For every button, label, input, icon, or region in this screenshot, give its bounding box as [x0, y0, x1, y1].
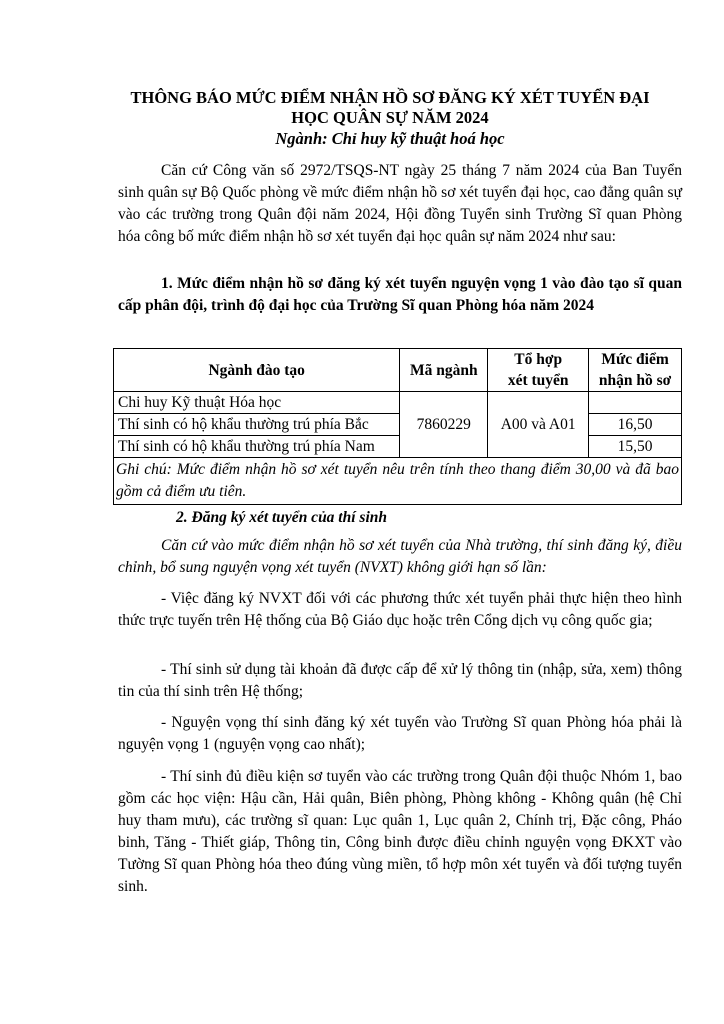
header-score — [589, 349, 682, 392]
section2-basis: Căn cứ vào mức điểm nhận hồ sơ xét tuyển của Nhà trường, thí sinh đăng ký, điều chỉnh, bổ sung nguyện vọng xét tuyển (NVXT) không giới hạn số lần: — [118, 537, 682, 576]
bullet-item: - Thí sinh sử dụng tài khoản đã được cấp để xử lý thông tin (nhập, sửa, xem) thông tin của thí sinh trên Hệ thống; — [118, 661, 682, 700]
table-note: Ghi chú: Mức điểm nhận hồ sơ xét tuyển nêu trên tính theo thang điểm 30,00 và đã bao gồm cả điểm ưu tiên. — [114, 458, 682, 505]
score-table — [113, 348, 682, 505]
score-cell: 16,50 — [589, 414, 682, 436]
header-code: Mã ngành — [400, 349, 488, 392]
header-major: Ngành đào tạo — [114, 349, 400, 392]
document-subtitle: Ngành: Chỉ huy kỹ thuật hoá học — [275, 129, 505, 148]
major-name-cell: Chi huy Kỹ thuật Hóa học — [114, 392, 400, 414]
intro-paragraph: Căn cứ Công văn số 2972/TSQS-NT ngày 25 tháng 7 năm 2024 của Ban Tuyển sinh quân sự Bộ Quốc phòng về mức điểm nhận hồ sơ xét tuyển đại học, cao đẳng quân sự vào các trường trong Quân đội năm 2024, Hội đồng Tuyển sinh Trường Sĩ quan Phòng hóa công bố mức điểm nhận hồ sơ xét tuyển đại học quân sự năm 2024 như sau: — [118, 162, 682, 245]
bullet-item: - Việc đăng ký NVXT đối với các phương thức xét tuyển phải thực hiện theo hình thức trực tuyến trên Hệ thống của Bộ Giáo dục hoặc trên Cổng dịch vụ công quốc gia; — [118, 590, 682, 629]
header-score-line2: nhận hồ sơ — [598, 372, 672, 389]
empty-score-cell — [589, 392, 682, 414]
table-note-row — [114, 458, 682, 505]
combination-cell: A00 và A01 — [488, 392, 589, 458]
bullet-item: - Nguyện vọng thí sinh đăng ký xét tuyển vào Trường Sĩ quan Phòng hóa phải là nguyện vọng 1 (nguyện vọng cao nhất); — [118, 714, 682, 753]
header-score-line1: Mức điểm — [601, 351, 669, 368]
table-header-row — [114, 349, 682, 392]
row-label: Thí sinh có hộ khẩu thường trú phía Nam — [114, 436, 400, 458]
row-label: Thí sinh có hộ khẩu thường trú phía Bắc — [114, 414, 400, 436]
header-combination-line1: Tổ hợp — [514, 351, 563, 368]
document-title-line2: HỌC QUÂN SỰ NĂM 2024 — [291, 108, 489, 127]
section1-heading: 1. Mức điểm nhận hồ sơ đăng ký xét tuyển nguyện vọng 1 vào đào tạo sĩ quan cấp phân đội, trình độ đại học của Trường Sĩ quan Phòng hóa năm 2024 — [118, 275, 682, 314]
header-combination-line2: xét tuyển — [507, 372, 569, 389]
table-row — [114, 436, 682, 458]
section2-heading: 2. Đăng ký xét tuyển của thí sinh — [176, 509, 387, 526]
bullet-item: - Thí sinh đủ điều kiện sơ tuyển vào các trường trong Quân đội thuộc Nhóm 1, bao gồm các học viện: Hậu cần, Hải quân, Biên phòng, Phòng không - Không quân (hệ Chỉ huy tham mưu), các trường sĩ quan: Lục quân 1, Lục quân 2, Chính trị, Đặc công, Pháo binh, Tăng - Thiết giáp, Thông tin, Công binh được điều chỉnh nguyện vọng ĐKXT vào Tường Sĩ quan Phòng hóa theo đúng vùng miền, tổ hợp môn xét tuyển và đối tượng tuyển sinh. — [118, 768, 682, 895]
document-title-line1: THÔNG BÁO MỨC ĐIỂM NHẬN HỒ SƠ ĐĂNG KÝ XÉT TUYỂN ĐẠI — [130, 88, 650, 107]
score-cell: 15,50 — [589, 436, 682, 458]
table-row — [114, 392, 682, 414]
header-combination — [488, 349, 589, 392]
table-row — [114, 414, 682, 436]
major-code-cell: 7860229 — [400, 392, 488, 458]
